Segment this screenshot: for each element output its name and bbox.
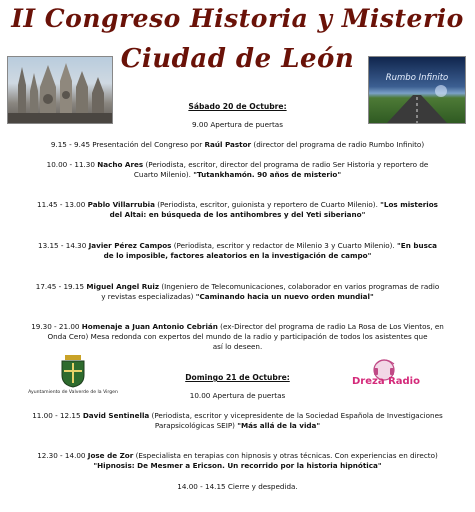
closing-line: 14.00 - 14.15 Cierre y despedida.	[177, 482, 298, 491]
event-row: 9.15 - 9.45 Presentación del Congreso por Raúl Pastor (director del programa de radio Rumbo Infinito)	[50, 140, 425, 149]
sunday-heading: Domingo 21 de Octubre:	[185, 373, 290, 382]
title-line-1: II Congreso Historia y Misterio	[11, 4, 464, 33]
event-row-cont: así lo deseen.	[212, 342, 263, 351]
title-line-2: Ciudad de León	[120, 44, 355, 74]
saturday-heading: Sábado 20 de Octubre:	[188, 102, 287, 111]
event-row: 13.15 - 14.30 Javier Pérez Campos (Periodista, escritor y redactor de Milenio 3 y Cuarto Milenio). "En busca	[38, 241, 437, 250]
rumbo-infinito-text: Rumbo Infinito	[385, 73, 449, 83]
event-row: 11.00 - 12.15 David Sentinella (Periodista, escritor y vicepresidente de la Sociedad Española de Investigaciones	[32, 411, 443, 420]
event-row: 17.45 - 19.15 Miguel Angel Ruiz (Ingeniero de Telecomunicaciones, colaborador en varios programas de radio	[35, 282, 440, 291]
event-row: 12.30 - 14.00 Jose de Zor (Especialista en terapias con hipnosis y otras técnicas. Con experiencias en directo)	[37, 451, 438, 460]
event-row: 10.00 - 11.30 Nacho Ares (Periodista, escritor, director del programa de radio Ser Historia y reportero de	[46, 160, 429, 169]
event-row: 19.30 - 21.00 Homenaje a Juan Antonio Cebrián (ex-Director del programa de radio La Rosa de Los Vientos, en	[31, 322, 444, 331]
dreza-radio-text: Dreza Radio	[352, 376, 420, 387]
leon-cathedral-photo	[7, 56, 113, 124]
event-row-cont: y revistas especializadas) "Caminando hacia un nuevo orden mundial"	[101, 292, 374, 301]
event-row-cont: del Altai: en búsqueda de los antihombres y del Yeti siberiano"	[109, 210, 366, 219]
event-row-cont: Onda Cero) Mesa redonda con expertos del mundo de la radio y participación de todos los asistentes que	[47, 332, 428, 341]
event-row-cont: Cuarto Milenio). "Tutankhamón. 90 años de misterio"	[133, 170, 342, 179]
valverde-logo-caption: Ayuntamiento de Valverde de la Virgen	[28, 390, 118, 395]
event-row-cont: "Hipnosis: De Mesmer a Ericson. Un recorrido por la historia hipnótica"	[93, 461, 382, 470]
rumbo-infinito-photo	[368, 56, 466, 124]
saturday-opening: 9.00 Apertura de puertas	[192, 120, 283, 129]
event-row: 11.45 - 13.00 Pablo Villarrubia (Periodista, escritor, guionista y reportero de Cuarto Milenio). "Los misterios	[37, 200, 438, 209]
event-row-cont: Parapsicológicas SEIP) "Más allá de la vida"	[154, 421, 321, 430]
event-row-cont: de lo imposible, factores aleatorios en la investigación de campo"	[103, 251, 372, 260]
sunday-opening: 10.00 Apertura de puertas	[189, 391, 286, 400]
